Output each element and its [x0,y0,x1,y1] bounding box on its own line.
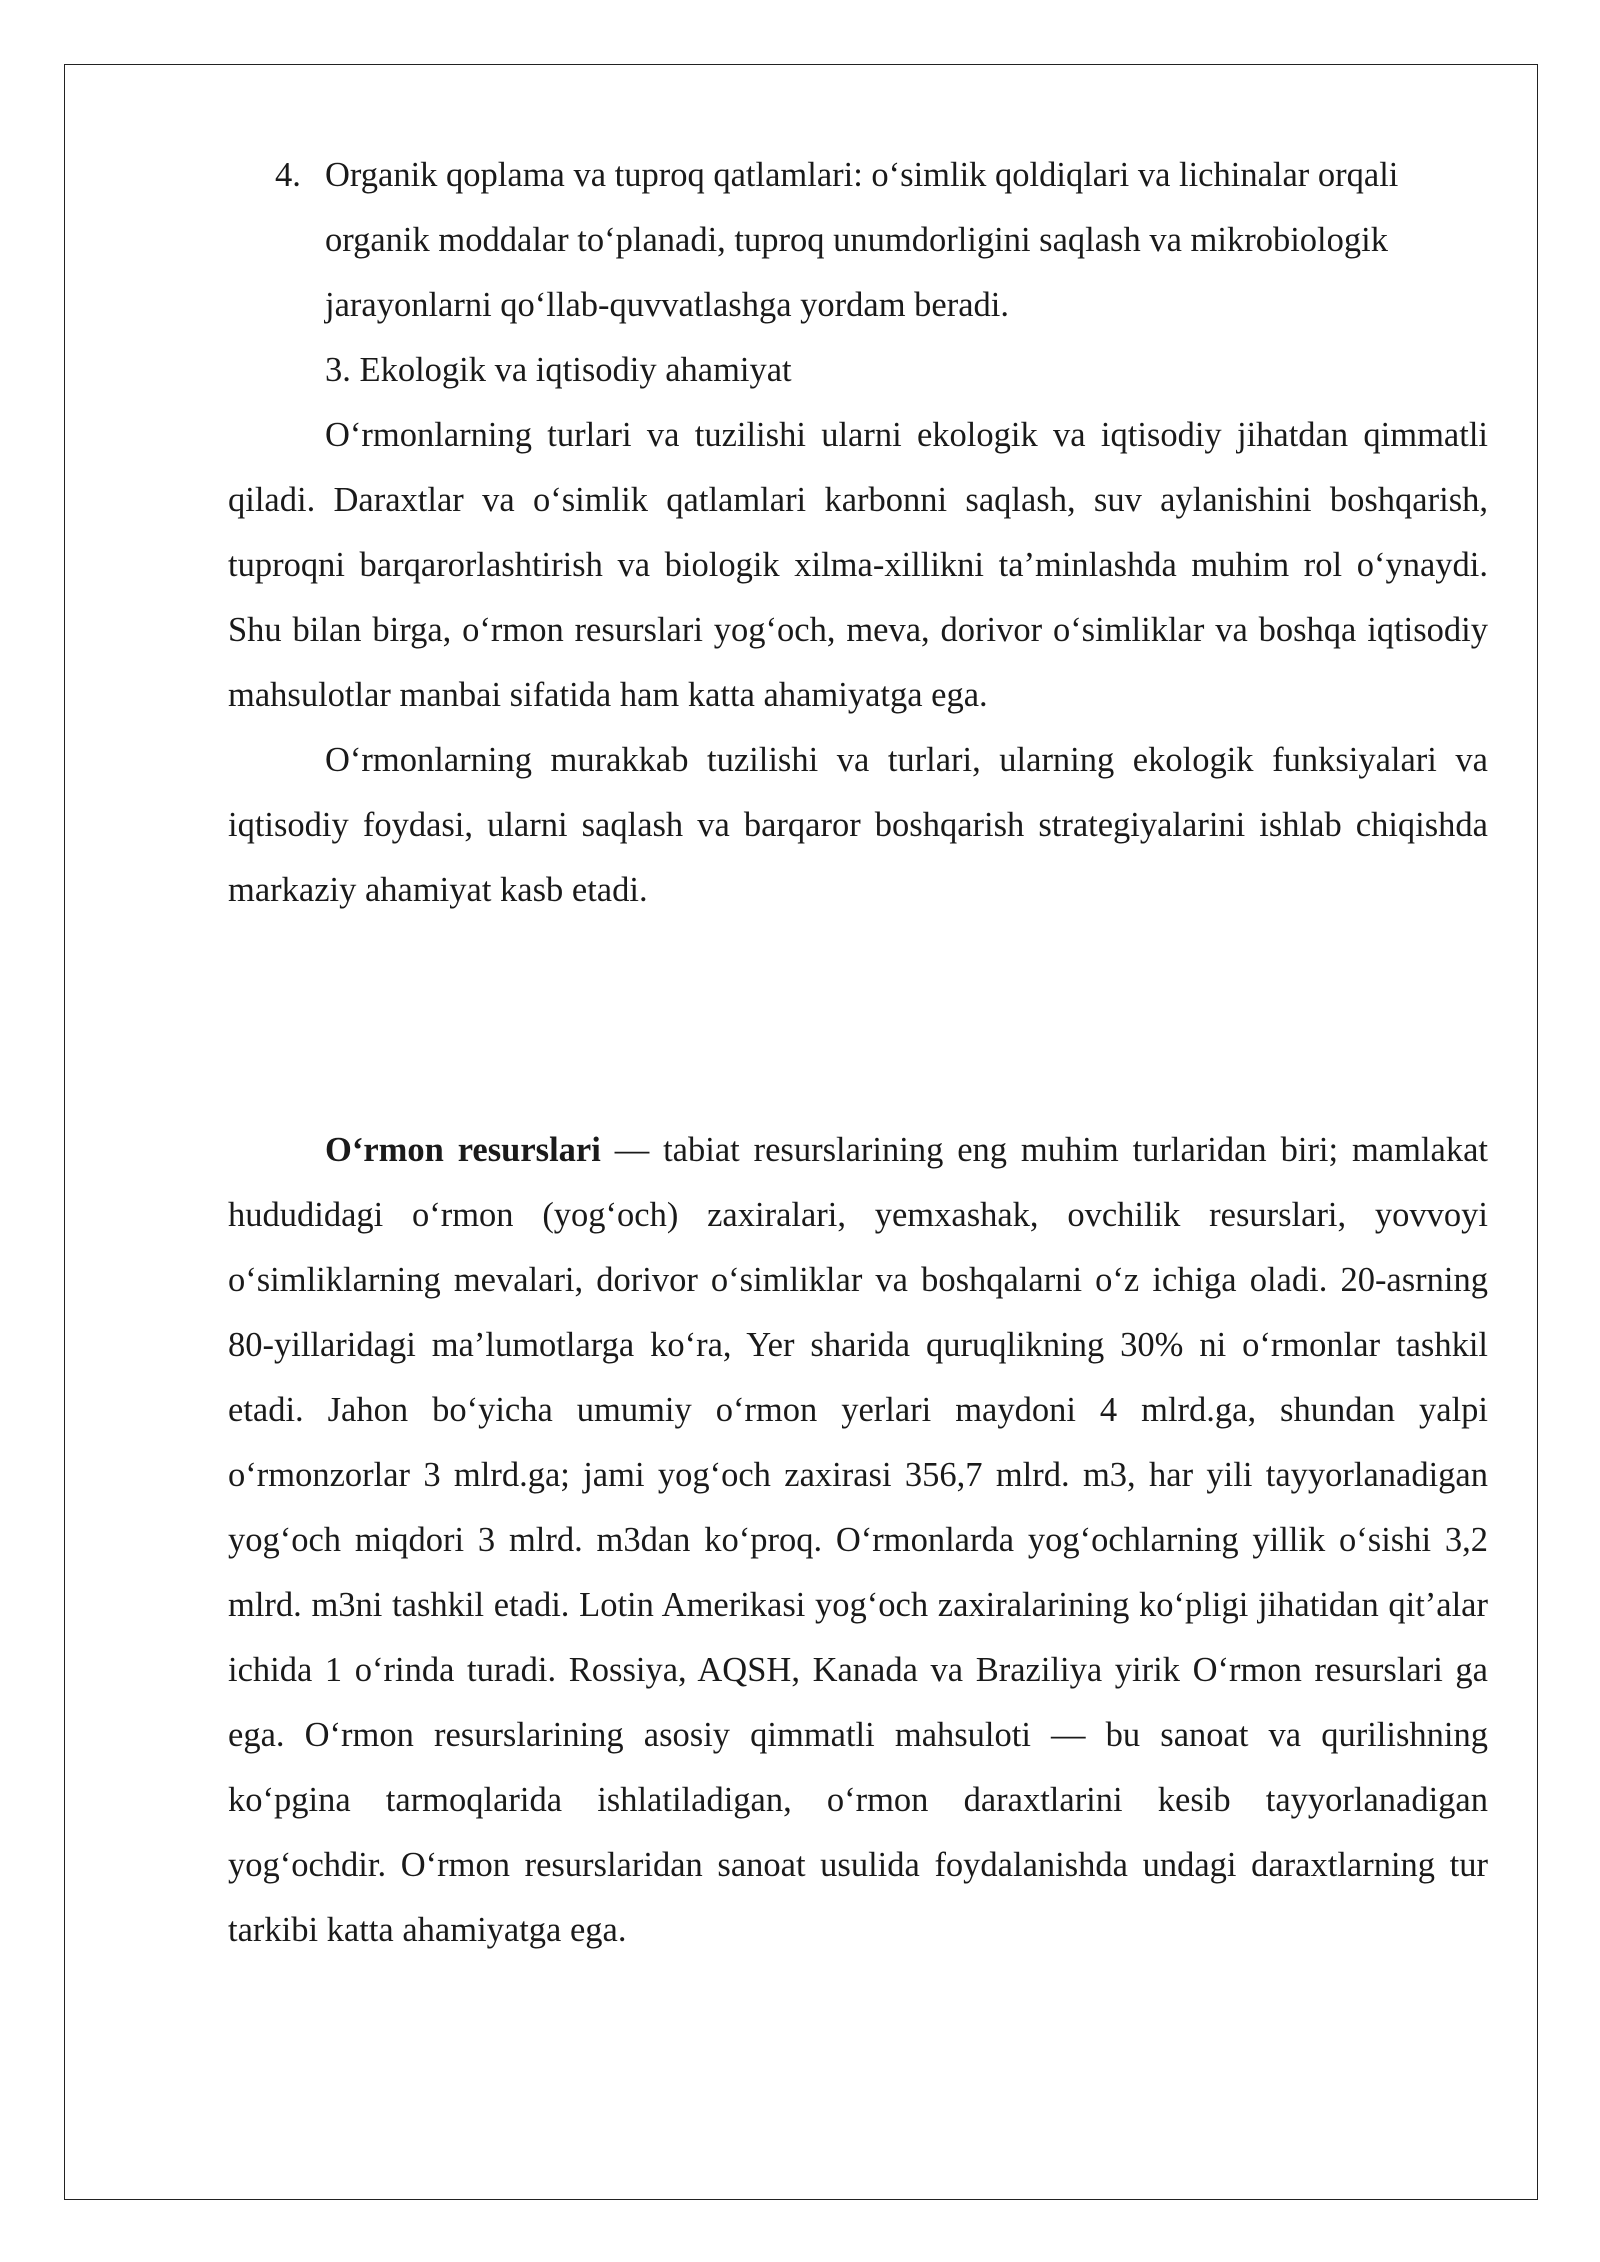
list-item-text: Organik qoplama va tuproq qatlamlari: o‘simlik qoldiqlari va lichinalar orqali organik moddalar to‘planadi, tuproq unumdorligini saqlash va mikrobiologik jarayonlarni qo‘llab-quvvatlashga yordam beradi. [325,156,1399,324]
numbered-list-item [228,143,1488,338]
blank-space [228,923,1488,1118]
list-item-number: 4. [275,156,301,194]
definition-text: — tabiat resurslarining eng muhim turlaridan biri; mamlakat hududidagi o‘rmon (yog‘och) zaxiralari, yemxashak, ovchilik resurslari, yovvoyi o‘simliklarning mevalari, dorivor o‘simliklar va boshqalarni o‘z ichiga oladi. 20-asrning 80-yillaridagi ma’lumotlarga ko‘ra, Yer sharida quruqlikning 30% ni o‘rmonlar tashkil etadi. Jahon bo‘yicha umumiy o‘rmon yerlari maydoni 4 mlrd.ga, shundan yalpi o‘rmonzorlar 3 mlrd.ga; jami yog‘och zaxirasi 356,7 mlrd. m3, har yili tayyorlanadigan yog‘och miqdori 3 mlrd. m3dan ko‘proq. O‘rmonlarda yog‘ochlarning yillik o‘sishi 3,2 mlrd. m3ni tashkil etadi. Lotin Amerikasi yog‘och zaxiralarining ko‘pligi jihatidan qit’alar ichida 1 o‘rinda turadi. Rossiya, AQSH, Kanada va Braziliya yirik O‘rmon resurslari ga ega. O‘rmon resurslarining asosiy qimmatli mahsuloti — bu sanoat va qurilishning ko‘pgina tarmoqlarida ishlatiladigan, o‘rmon daraxtlarini kesib tayyorlanadigan yog‘ochdir. O‘rmon resurslaridan sanoat usulida foydalanishda undagi daraxtlarning tur tarkibi katta ahamiyatga ega. [228,1131,1488,1949]
paragraph-structure: O‘rmonlarning murakkab tuzilishi va turlari, ularning ekologik funksiyalari va iqtisodiy foydasi, ularni saqlash va barqaror boshqarish strategiyalarini ishlab chiqishda markaziy ahamiyat kasb etadi. [228,741,1488,909]
section-heading: 3. Ekologik va iqtisodiy ahamiyat [325,351,792,389]
defined-term: O‘rmon resurslari [325,1131,601,1169]
paragraph-forest-resources [228,1118,1488,1963]
paragraph-ecology: O‘rmonlarning turlari va tuzilishi ularni ekologik va iqtisodiy jihatdan qimmatli qiladi. Daraxtlar va o‘simlik qatlamlari karbonni saqlash, suv aylanishini boshqarish, tuproqni barqarorlashtirish va biologik xilma-xillikni ta’minlashda muhim rol o‘ynaydi. Shu bilan birga, o‘rmon resurslari yog‘och, meva, dorivor o‘simliklar va boshqa iqtisodiy mahsulotlar manbai sifatida ham katta ahamiyatga ega. [228,416,1488,714]
document-body [228,143,1488,1963]
